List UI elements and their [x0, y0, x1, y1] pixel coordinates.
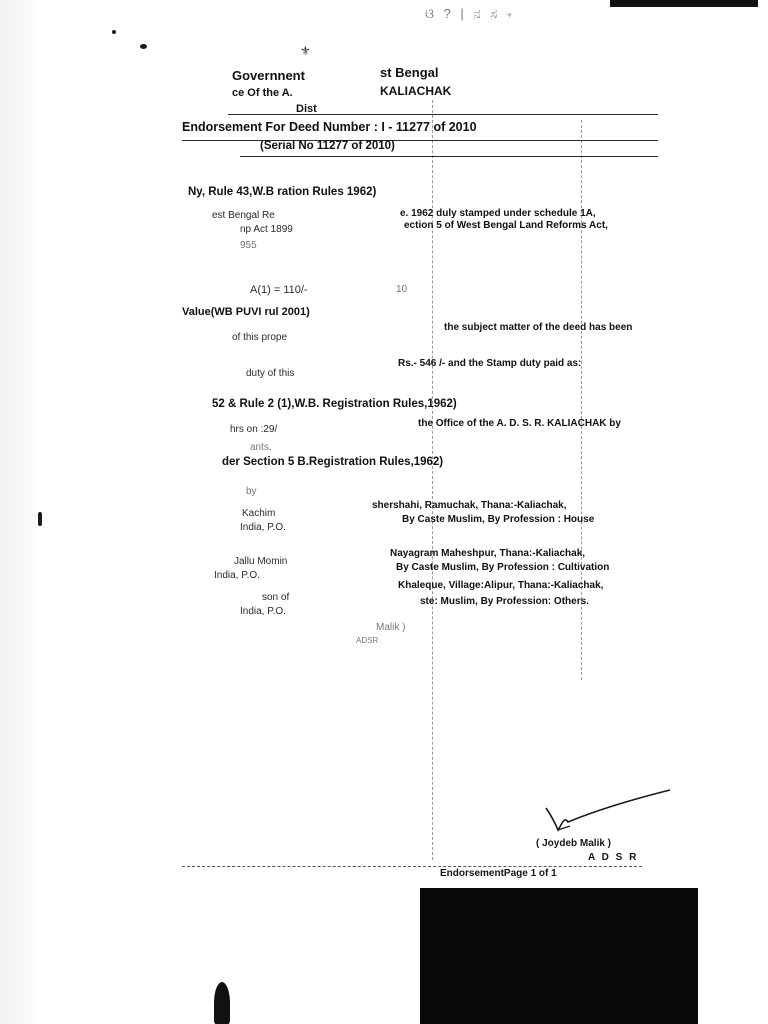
- header-government-left: Governnent: [232, 68, 305, 83]
- section3-by: by: [246, 486, 257, 497]
- party1-line1a: Kachim: [242, 508, 276, 519]
- section2-line1a: hrs on :29/: [230, 424, 278, 435]
- section2-line2: ants.: [250, 442, 272, 453]
- party3-line2b: ste: Muslim, By Profession: Others.: [420, 596, 589, 607]
- party2-line1a: Jallu Momin: [234, 556, 288, 567]
- header-office-right: KALIACHAK: [380, 84, 452, 98]
- section1-line1b: e. 1962 duly stamped under schedule 1A,: [400, 208, 596, 219]
- endorsement-title: Endorsement For Deed Number : I - 11277 of 2010: [182, 120, 477, 134]
- header-office-left: ce Of the A.: [232, 87, 293, 99]
- serial-rule: [240, 156, 658, 157]
- section1-line3: 955: [240, 240, 257, 251]
- emblem-icon: ⚜: [300, 44, 311, 58]
- section3-heading: der Section 5 B.Registration Rules,1962): [222, 456, 444, 468]
- section1-line1a: est Bengal Re: [212, 210, 275, 221]
- page-footer: EndorsementPage 1 of 1: [440, 868, 557, 879]
- title-rule: [182, 140, 658, 141]
- redaction-block: [420, 888, 698, 1024]
- party3-line1b: Khaleque, Village:Alipur, Thana:-Kaliachak,: [398, 580, 604, 591]
- signatory-title: A D S R: [588, 852, 639, 863]
- small-signatory-title: ADSR: [356, 636, 379, 645]
- section1-heading: Ny, Rule 43,W.B ration Rules 1962): [188, 186, 377, 198]
- party3-line2a: India, P.O.: [240, 606, 286, 617]
- value-heading: Value(WB PUVI rul 2001): [182, 306, 310, 318]
- party2-line1b: Nayagram Maheshpur, Thana:-Kaliachak,: [390, 548, 586, 559]
- value-line1a: of this prope: [232, 332, 288, 343]
- value-line1b: the subject matter of the deed has been: [444, 322, 633, 333]
- header-rule: [228, 114, 658, 115]
- punch-hole-mark: [112, 30, 116, 34]
- value-line2b: Rs.- 546 /- and the Stamp duty paid as:: [398, 358, 582, 369]
- party3-line1a: son of: [262, 592, 290, 603]
- serial-line: (Serial No 11277 of 2010): [260, 140, 395, 152]
- punch-hole-mark: [140, 44, 147, 49]
- small-signatory-name: Malik ): [376, 622, 406, 633]
- page-left-edge: [0, 0, 36, 1024]
- footer-rule: [182, 866, 642, 867]
- fee-tail: 10: [396, 284, 408, 295]
- scan-artifact-mark: [214, 982, 230, 1024]
- section1-line2b: ection 5 of West Bengal Land Reforms Act,: [404, 220, 608, 231]
- header-government-right: st Bengal: [380, 65, 439, 80]
- scan-edge-strip: [610, 0, 758, 7]
- punch-hole-mark: [38, 512, 42, 526]
- section1-line2a: np Act 1899: [240, 224, 293, 235]
- party1-line1b: shershahi, Ramuchak, Thana:-Kaliachak,: [372, 500, 567, 511]
- party2-line2a: India, P.O.: [214, 570, 260, 581]
- value-line2a: duty of this: [246, 368, 295, 379]
- party1-line2b: By Caste Muslim, By Profession : House: [402, 514, 595, 525]
- section2-line1b: the Office of the A. D. S. R. KALIACHAK by: [418, 418, 621, 429]
- signature-scribble: [540, 786, 680, 838]
- fee-line: A(1) = 110/-: [250, 284, 308, 296]
- scan-noise-text: ଓ ? | ನ ಸ ∗: [425, 6, 515, 21]
- header-district: Dist: [296, 103, 317, 115]
- section2-heading: 52 & Rule 2 (1),W.B. Registration Rules,1962): [212, 398, 457, 410]
- party1-line2a: India, P.O.: [240, 522, 286, 533]
- signatory-name: ( Joydeb Malik ): [536, 838, 612, 849]
- party2-line2b: By Caste Muslim, By Profession : Cultivation: [396, 562, 610, 573]
